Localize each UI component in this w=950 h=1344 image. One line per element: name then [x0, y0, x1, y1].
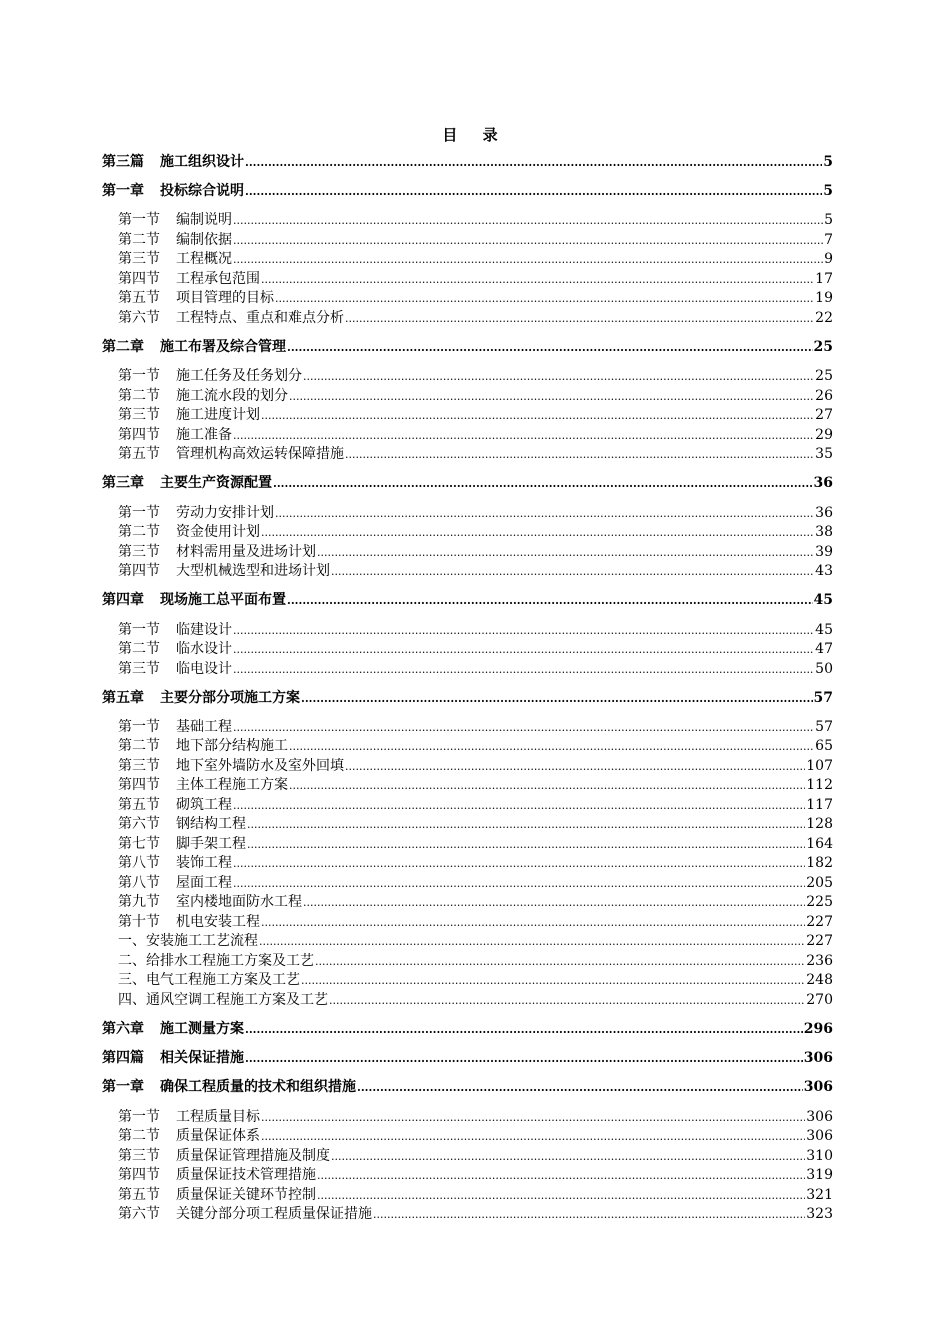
toc-entry-title: 施工测量方案: [160, 1021, 244, 1038]
toc-entry-label: [118, 211, 232, 231]
toc-entry-label: [102, 689, 300, 709]
dot-leader: [233, 874, 805, 894]
toc-entry-number: 第四篇: [102, 1050, 144, 1067]
toc-entry-label: [118, 737, 288, 757]
toc-entry-number: 第五章: [102, 689, 144, 706]
toc-entry-label: [102, 182, 244, 202]
toc-page-number: 57: [813, 689, 833, 706]
toc-page-number: 117: [806, 796, 833, 813]
toc-section-entry[interactable]: [102, 971, 833, 991]
toc-entry-number: 第一节: [118, 621, 160, 638]
dot-leader: [261, 1108, 805, 1128]
toc-entry-label: [118, 1166, 316, 1186]
toc-section-entry[interactable]: [102, 913, 833, 933]
toc-entry-number: 第四章: [102, 592, 144, 609]
toc-entry-label: [118, 971, 300, 991]
toc-entry-title: 质量保证体系: [176, 1128, 260, 1145]
dot-leader: [233, 426, 814, 446]
toc-section-entry[interactable]: [102, 504, 833, 524]
toc-page-number: 45: [815, 621, 833, 638]
table-of-contents: [102, 153, 833, 1225]
dot-leader: [233, 231, 823, 251]
toc-page-number: 29: [815, 426, 833, 443]
dot-leader: [289, 776, 805, 796]
dot-leader: [317, 1186, 805, 1206]
toc-section-entry[interactable]: [102, 426, 833, 446]
dot-leader: [331, 1147, 805, 1167]
toc-entry-title: 工程质量目标: [176, 1108, 260, 1125]
toc-entry-number: 第五节: [118, 1186, 160, 1203]
dot-leader: [233, 621, 814, 641]
toc-page-number: 306: [806, 1108, 833, 1125]
toc-entry-title: 编制说明: [176, 212, 232, 229]
toc-entry-label: [102, 474, 272, 494]
toc-entry-title: 材料需用量及进场计划: [176, 543, 316, 560]
toc-entry-number: 第六节: [118, 309, 160, 326]
toc-page-number: 270: [806, 991, 833, 1008]
dot-leader: [273, 474, 813, 494]
dot-leader: [233, 211, 823, 231]
toc-entry-number: 第一节: [118, 212, 160, 229]
toc-entry-number: 第一节: [118, 1108, 160, 1125]
toc-page-number: 236: [806, 952, 833, 969]
toc-entry-title: 工程概况: [176, 251, 232, 268]
toc-entry-title: 机电安装工程: [176, 913, 260, 930]
toc-page-number: 296: [803, 1021, 833, 1038]
toc-entry-label: [118, 776, 288, 796]
toc-title: 目 录: [442, 126, 508, 144]
toc-entry-number: 第二节: [118, 231, 160, 248]
toc-section-entry[interactable]: [102, 387, 833, 407]
dot-leader: [261, 406, 814, 426]
toc-section-entry[interactable]: [102, 660, 833, 680]
toc-entry-title: 主体工程施工方案: [176, 777, 288, 794]
toc-section-entry[interactable]: [102, 737, 833, 757]
toc-entry-label: [118, 796, 232, 816]
toc-entry-number: 第五节: [118, 290, 160, 307]
toc-entry-number: 第四节: [118, 777, 160, 794]
toc-entry-title: 质量保证管理措施及制度: [176, 1147, 330, 1164]
toc-page-number: 319: [806, 1167, 833, 1184]
dot-leader: [275, 504, 814, 524]
toc-section-entry[interactable]: [102, 562, 833, 582]
toc-section-entry[interactable]: [102, 815, 833, 835]
toc-entry-title: 屋面工程: [176, 874, 232, 891]
toc-entry-label: [118, 913, 260, 933]
toc-entry-label: [118, 523, 260, 543]
toc-entry-number: 第三节: [118, 757, 160, 774]
toc-entry-title: 施工任务及任务划分: [176, 368, 302, 385]
toc-section-entry[interactable]: [102, 1147, 833, 1167]
toc-page-number: 35: [815, 446, 833, 463]
toc-entry-number: 第三章: [102, 475, 144, 492]
toc-entry-title: 现场施工总平面布置: [160, 592, 286, 609]
toc-section-entry[interactable]: [102, 640, 833, 660]
toc-section-entry[interactable]: [102, 309, 833, 329]
toc-entry-number: 第一章: [102, 183, 144, 200]
dot-leader: [261, 270, 814, 290]
toc-entry-label: [118, 367, 302, 387]
toc-page-number: 306: [806, 1128, 833, 1145]
toc-entry-title: 管理机构高效运转保障措施: [176, 446, 344, 463]
toc-heading-entry[interactable]: [102, 182, 833, 202]
toc-entry-title: 主要分部分项施工方案: [160, 689, 300, 706]
toc-entry-title: 投标综合说明: [160, 183, 244, 200]
dot-leader: [245, 1049, 803, 1069]
toc-entry-number: 第一章: [102, 1079, 144, 1096]
toc-heading-entry[interactable]: [102, 1078, 833, 1098]
toc-page-number: 321: [806, 1186, 833, 1203]
toc-page-number: 112: [806, 777, 833, 794]
dot-leader: [275, 289, 814, 309]
dot-leader: [303, 367, 814, 387]
toc-heading-entry[interactable]: [102, 1049, 833, 1069]
toc-page-number: 26: [815, 387, 833, 404]
toc-entry-label: [118, 757, 344, 777]
dot-leader: [345, 445, 814, 465]
toc-entry-number: 第八节: [118, 855, 160, 872]
toc-entry-label: [118, 1205, 372, 1225]
toc-section-entry[interactable]: [102, 1127, 833, 1147]
toc-entry-label: [118, 718, 232, 738]
toc-section-entry[interactable]: [102, 621, 833, 641]
toc-section-entry[interactable]: [102, 718, 833, 738]
toc-entry-number: 第二节: [118, 524, 160, 541]
toc-section-entry[interactable]: [102, 250, 833, 270]
toc-section-entry[interactable]: [102, 796, 833, 816]
toc-entry-number: 第四节: [118, 1167, 160, 1184]
toc-entry-title: 三、电气工程施工方案及工艺: [118, 972, 300, 989]
dot-leader: [259, 932, 805, 952]
toc-entry-number: 第一节: [118, 718, 160, 735]
toc-entry-number: 第四节: [118, 270, 160, 287]
toc-entry-number: 第三篇: [102, 154, 144, 170]
toc-entry-label: [118, 854, 232, 874]
toc-section-entry[interactable]: [102, 893, 833, 913]
toc-entry-number: 第三节: [118, 1147, 160, 1164]
toc-page-number: 50: [815, 660, 833, 677]
toc-page-number: 19: [815, 290, 833, 307]
toc-entry-label: [118, 309, 344, 329]
toc-section-entry[interactable]: [102, 1166, 833, 1186]
toc-entry-number: 第一节: [118, 368, 160, 385]
toc-entry-title: 临电设计: [176, 660, 232, 677]
toc-entry-label: [102, 1049, 244, 1069]
toc-entry-title: 基础工程: [176, 718, 232, 735]
toc-entry-number: 第六节: [118, 816, 160, 833]
toc-heading-entry[interactable]: [102, 689, 833, 709]
toc-heading-entry[interactable]: [102, 474, 833, 494]
toc-page-number: 5: [823, 154, 833, 170]
dot-leader: [373, 1205, 805, 1225]
toc-page-number: 27: [815, 407, 833, 424]
toc-heading-entry[interactable]: [102, 591, 833, 611]
toc-entry-title: 地下室外墙防水及室外回填: [176, 757, 344, 774]
toc-entry-title: 工程特点、重点和难点分析: [176, 309, 344, 326]
toc-entry-number: 第四节: [118, 426, 160, 443]
toc-entry-label: [118, 270, 260, 290]
dot-leader: [315, 952, 805, 972]
toc-section-entry[interactable]: [102, 445, 833, 465]
dot-leader: [289, 387, 814, 407]
toc-section-entry[interactable]: [102, 523, 833, 543]
dot-leader: [357, 1078, 803, 1098]
toc-section-entry[interactable]: [102, 211, 833, 231]
toc-entry-label: [102, 1020, 244, 1040]
toc-entry-label: [118, 835, 246, 855]
toc-section-entry[interactable]: [102, 1205, 833, 1225]
dot-leader: [245, 1020, 803, 1040]
toc-entry-label: [118, 640, 232, 660]
toc-entry-title: 钢结构工程: [176, 816, 246, 833]
toc-page-number: 25: [815, 368, 833, 385]
toc-entry-title: 相关保证措施: [160, 1050, 244, 1067]
toc-entry-number: 第二节: [118, 641, 160, 657]
toc-entry-title: 临水设计: [176, 641, 232, 657]
toc-entry-number: 第三节: [118, 543, 160, 560]
toc-page-number: 36: [815, 504, 833, 521]
toc-entry-title: 四、通风空调工程施工方案及工艺: [118, 991, 328, 1008]
toc-entry-label: [118, 932, 258, 952]
dot-leader: [287, 591, 813, 611]
toc-page-number: 65: [815, 738, 833, 755]
toc-entry-label: [118, 1147, 330, 1167]
toc-entry-title: 二、给排水工程施工方案及工艺: [118, 952, 314, 969]
toc-page-number: 25: [813, 339, 833, 356]
dot-leader: [289, 737, 814, 757]
toc-entry-title: 地下部分结构施工: [176, 738, 288, 755]
dot-leader: [261, 913, 805, 933]
dot-leader: [301, 971, 805, 991]
toc-entry-label: [118, 815, 246, 835]
dot-leader: [233, 660, 814, 680]
toc-entry-number: 第五节: [118, 796, 160, 813]
toc-section-entry[interactable]: [102, 757, 833, 777]
toc-section-entry[interactable]: [102, 406, 833, 426]
toc-page-number: 164: [806, 835, 833, 852]
toc-entry-number: 第七节: [118, 835, 160, 852]
toc-section-entry[interactable]: [102, 991, 833, 1011]
dot-leader: [303, 893, 805, 913]
toc-section-entry[interactable]: [102, 1186, 833, 1206]
toc-entry-title: 脚手架工程: [176, 835, 246, 852]
toc-entry-label: [118, 1186, 316, 1206]
toc-entry-number: 第三节: [118, 660, 160, 677]
toc-page-number: 182: [806, 855, 833, 872]
toc-entry-label: [102, 338, 286, 358]
toc-page-number: 128: [806, 816, 833, 833]
toc-entry-number: 第九节: [118, 894, 160, 911]
toc-entry-number: 第二章: [102, 339, 144, 356]
dot-leader: [301, 689, 813, 709]
toc-section-entry[interactable]: [102, 835, 833, 855]
toc-entry-number: 第二节: [118, 387, 160, 404]
dot-leader: [245, 182, 822, 202]
toc-page-number: 225: [806, 894, 833, 911]
toc-entry-number: 第五节: [118, 446, 160, 463]
dot-leader: [345, 757, 805, 777]
toc-entry-label: [118, 231, 232, 251]
toc-entry-label: [118, 289, 274, 309]
dot-leader: [261, 1127, 805, 1147]
toc-entry-number: 第六节: [118, 1206, 160, 1223]
toc-entry-title: 劳动力安排计划: [176, 504, 274, 521]
toc-entry-title: 室内楼地面防水工程: [176, 894, 302, 911]
toc-page-number: 205: [806, 874, 833, 891]
toc-entry-title: 临建设计: [176, 621, 232, 638]
dot-leader: [247, 835, 805, 855]
toc-entry-title: 主要生产资源配置: [160, 475, 272, 492]
toc-entry-label: [118, 1127, 260, 1147]
toc-page-number: 5: [824, 212, 833, 229]
toc-entry-title: 砌筑工程: [176, 796, 232, 813]
toc-entry-number: 第二节: [118, 1128, 160, 1145]
toc-entry-label: [118, 893, 302, 913]
toc-section-entry[interactable]: [102, 776, 833, 796]
toc-entry-title: 一、安装施工工艺流程: [118, 933, 258, 950]
dot-leader: [233, 250, 823, 270]
toc-page-number: 306: [803, 1050, 833, 1067]
toc-entry-label: [118, 445, 344, 465]
dot-leader: [233, 718, 814, 738]
toc-entry-title: 施工准备: [176, 426, 232, 443]
toc-entry-number: 第一节: [118, 504, 160, 521]
toc-entry-label: [118, 504, 274, 524]
toc-entry-number: 第三节: [118, 407, 160, 424]
toc-page-number: 17: [815, 270, 833, 287]
toc-page-number: 9: [824, 251, 833, 268]
toc-entry-label: [118, 543, 316, 563]
toc-entry-number: 第二节: [118, 738, 160, 755]
dot-leader: [245, 153, 822, 173]
toc-entry-number: 第十节: [118, 913, 160, 930]
dot-leader: [261, 523, 814, 543]
toc-page-number: 107: [806, 757, 833, 774]
toc-section-entry[interactable]: [102, 367, 833, 387]
toc-entry-number: 第四节: [118, 563, 160, 580]
toc-entry-number: 第六章: [102, 1021, 144, 1038]
toc-entry-label: [118, 1108, 260, 1128]
toc-page-number: 47: [815, 641, 833, 657]
toc-entry-title: 确保工程质量的技术和组织措施: [160, 1079, 356, 1096]
toc-section-entry[interactable]: [102, 932, 833, 952]
dot-leader: [247, 815, 805, 835]
toc-entry-title: 编制依据: [176, 231, 232, 248]
toc-page-number: 306: [803, 1079, 833, 1096]
toc-entry-title: 大型机械选型和进场计划: [176, 563, 330, 580]
toc-entry-label: [118, 991, 328, 1011]
toc-page-number: 38: [815, 524, 833, 541]
toc-entry-label: [118, 660, 232, 680]
toc-entry-label: [118, 874, 232, 894]
toc-page-number: 36: [813, 475, 833, 492]
toc-section-entry[interactable]: [102, 1108, 833, 1128]
toc-section-entry[interactable]: [102, 231, 833, 251]
toc-page-number: 7: [824, 231, 833, 248]
toc-entry-title: 工程承包范围: [176, 270, 260, 287]
toc-entry-title: 项目管理的目标: [176, 290, 274, 307]
dot-leader: [233, 796, 805, 816]
toc-entry-label: [118, 250, 232, 270]
toc-entry-title: 施工流水段的划分: [176, 387, 288, 404]
toc-heading-entry[interactable]: [102, 153, 833, 173]
toc-entry-label: [102, 153, 244, 173]
toc-heading-entry[interactable]: [102, 1020, 833, 1040]
toc-entry-label: [118, 426, 232, 446]
dot-leader: [287, 338, 813, 358]
toc-entry-title: 关键分部分项工程质量保证措施: [176, 1206, 372, 1223]
toc-page-number: 22: [815, 309, 833, 326]
toc-entry-title: 施工组织设计: [160, 154, 244, 170]
toc-section-entry[interactable]: [102, 289, 833, 309]
toc-page-number: 5: [823, 183, 833, 200]
dot-leader: [317, 1166, 805, 1186]
toc-page-number: 39: [815, 543, 833, 560]
toc-entry-label: [118, 952, 314, 972]
toc-page-number: 45: [813, 592, 833, 609]
dot-leader: [331, 562, 814, 582]
toc-entry-title: 资金使用计划: [176, 524, 260, 541]
dot-leader: [329, 991, 805, 1011]
toc-section-entry[interactable]: [102, 952, 833, 972]
toc-entry-title: 施工进度计划: [176, 407, 260, 424]
toc-page-number: 227: [806, 913, 833, 930]
toc-page-number: 57: [815, 718, 833, 735]
toc-page-number: 43: [815, 563, 833, 580]
toc-entry-number: 第三节: [118, 251, 160, 268]
toc-entry-label: [118, 387, 288, 407]
toc-entry-label: [102, 591, 286, 611]
dot-leader: [317, 543, 814, 563]
toc-page-number: 323: [806, 1206, 833, 1223]
toc-section-entry[interactable]: [102, 874, 833, 894]
toc-entry-label: [118, 562, 330, 582]
toc-entry-label: [118, 406, 260, 426]
toc-page-number: 227: [806, 933, 833, 950]
toc-page-number: 310: [806, 1147, 833, 1164]
toc-entry-title: 质量保证技术管理措施: [176, 1167, 316, 1184]
toc-heading-entry[interactable]: [102, 338, 833, 358]
toc-page-number: 248: [806, 972, 833, 989]
toc-entry-title: 装饰工程: [176, 855, 232, 872]
toc-section-entry[interactable]: [102, 270, 833, 290]
dot-leader: [233, 854, 805, 874]
toc-entry-label: [118, 621, 232, 641]
dot-leader: [345, 309, 814, 329]
toc-entry-title: 施工布署及综合管理: [160, 339, 286, 356]
toc-section-entry[interactable]: [102, 543, 833, 563]
toc-entry-number: 第八节: [118, 874, 160, 891]
toc-entry-label: [102, 1078, 356, 1098]
dot-leader: [233, 640, 814, 660]
toc-entry-title: 质量保证关键环节控制: [176, 1186, 316, 1203]
toc-section-entry[interactable]: [102, 854, 833, 874]
